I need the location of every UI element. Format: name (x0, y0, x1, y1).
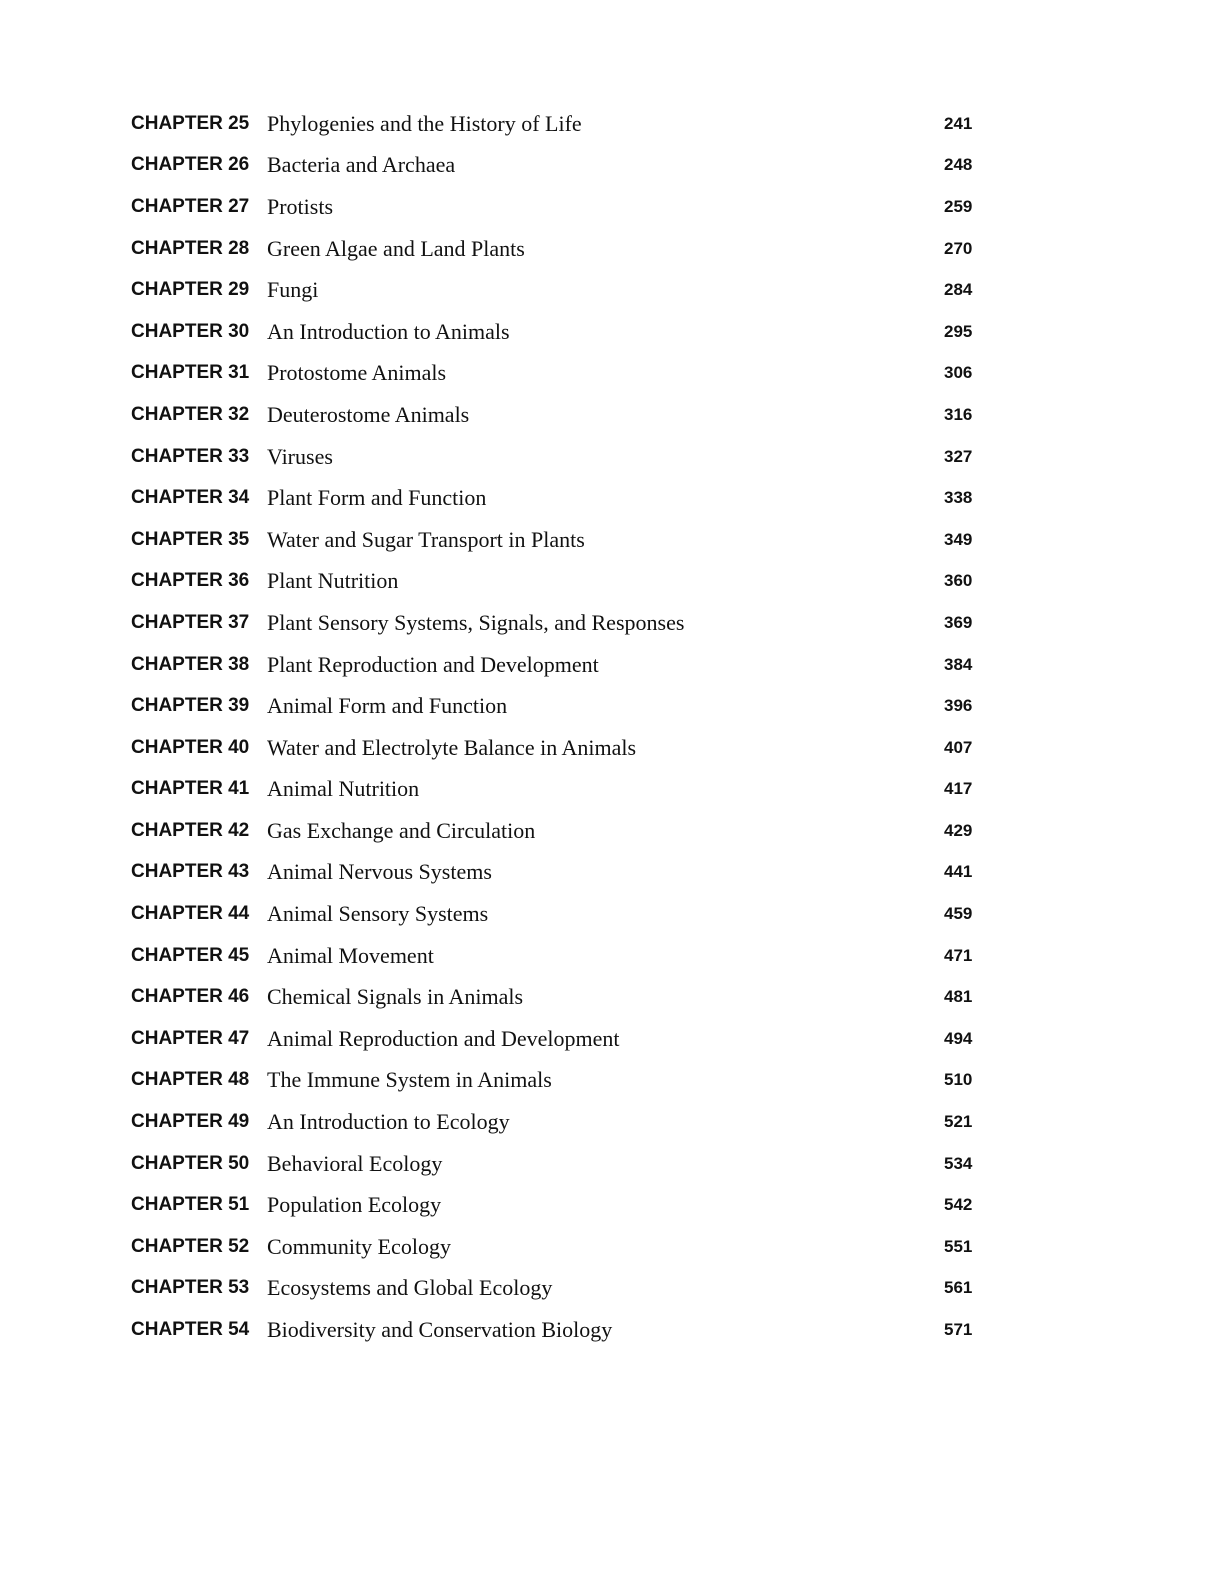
chapter-title: Animal Movement (267, 942, 434, 968)
page-number: 459 (944, 904, 973, 924)
page-number: 295 (944, 321, 973, 341)
page-number: 360 (944, 571, 973, 591)
chapter-title: Water and Electrolyte Balance in Animals (267, 734, 637, 760)
chapter-title: The Immune System in Animals (267, 1067, 552, 1093)
toc-entry[interactable] (131, 561, 991, 603)
toc-entry[interactable] (131, 1309, 991, 1351)
page-number: 471 (944, 945, 973, 965)
toc-entry[interactable] (131, 976, 991, 1018)
page-number: 316 (944, 404, 973, 424)
chapter-label: CHAPTER 30 (131, 320, 250, 342)
page-number: 248 (944, 155, 973, 175)
chapter-label: CHAPTER 39 (131, 695, 250, 717)
chapter-title: Ecosystems and Global Ecology (267, 1275, 553, 1301)
chapter-title: Population Ecology (267, 1192, 442, 1218)
chapter-title: Behavioral Ecology (267, 1150, 443, 1176)
toc-entry[interactable] (131, 893, 991, 935)
chapter-title: Animal Form and Function (267, 693, 508, 719)
chapter-title: Animal Nervous Systems (267, 859, 492, 885)
chapter-label: CHAPTER 29 (131, 279, 250, 301)
page-number: 338 (944, 488, 973, 508)
toc-entry[interactable] (131, 1101, 991, 1143)
chapter-label: CHAPTER 40 (131, 736, 250, 758)
toc-entry[interactable] (131, 1226, 991, 1268)
page-number: 396 (944, 696, 973, 716)
chapter-label: CHAPTER 33 (131, 445, 250, 467)
chapter-title: Protostome Animals (267, 360, 447, 386)
page-number: 284 (944, 280, 973, 300)
toc-entry[interactable] (131, 394, 991, 436)
toc-entry[interactable] (131, 1018, 991, 1060)
chapter-label: CHAPTER 32 (131, 403, 250, 425)
chapter-label: CHAPTER 27 (131, 195, 250, 217)
chapter-label: CHAPTER 38 (131, 653, 250, 675)
chapter-title: Animal Reproduction and Development (267, 1025, 620, 1051)
chapter-title: An Introduction to Animals (267, 318, 510, 344)
chapter-label: CHAPTER 46 (131, 986, 250, 1008)
chapter-label: CHAPTER 25 (131, 112, 250, 134)
toc-entry[interactable] (131, 935, 991, 977)
chapter-label: CHAPTER 41 (131, 778, 250, 800)
toc-entry[interactable] (131, 477, 991, 519)
chapter-title: Plant Reproduction and Development (267, 651, 599, 677)
toc-entry[interactable] (131, 186, 991, 228)
chapter-label: CHAPTER 51 (131, 1194, 250, 1216)
toc-entry[interactable] (131, 311, 991, 353)
toc-entry[interactable] (131, 685, 991, 727)
chapter-title: Water and Sugar Transport in Plants (267, 526, 585, 552)
page-number: 534 (944, 1153, 973, 1173)
chapter-title: Green Algae and Land Plants (267, 235, 525, 261)
toc-entry[interactable] (131, 353, 991, 395)
page-number: 441 (944, 862, 973, 882)
chapter-title: Phylogenies and the History of Life (267, 110, 582, 136)
chapter-title: Deuterostome Animals (267, 401, 470, 427)
table-of-contents (131, 103, 991, 1351)
chapter-title: Chemical Signals in Animals (267, 984, 524, 1010)
chapter-label: CHAPTER 54 (131, 1319, 250, 1341)
chapter-label: CHAPTER 43 (131, 861, 250, 883)
toc-entry[interactable] (131, 436, 991, 478)
page-number: 510 (944, 1070, 973, 1090)
chapter-label: CHAPTER 26 (131, 154, 250, 176)
page-number: 306 (944, 363, 973, 383)
chapter-title: Biodiversity and Conservation Biology (267, 1317, 613, 1343)
chapter-title: Animal Nutrition (267, 776, 420, 802)
page-number: 407 (944, 737, 973, 757)
chapter-title: An Introduction to Ecology (267, 1109, 510, 1135)
chapter-title: Gas Exchange and Circulation (267, 817, 536, 843)
toc-entry[interactable] (131, 810, 991, 852)
page-number: 551 (944, 1236, 973, 1256)
chapter-label: CHAPTER 42 (131, 819, 250, 841)
chapter-label: CHAPTER 34 (131, 487, 250, 509)
toc-entry[interactable] (131, 1143, 991, 1185)
chapter-label: CHAPTER 31 (131, 362, 250, 384)
chapter-title: Plant Nutrition (267, 568, 399, 594)
chapter-label: CHAPTER 36 (131, 570, 250, 592)
toc-entry[interactable] (131, 1184, 991, 1226)
toc-entry[interactable] (131, 769, 991, 811)
page-number: 429 (944, 820, 973, 840)
page-number: 417 (944, 779, 973, 799)
page-number: 369 (944, 612, 973, 632)
page-number: 259 (944, 196, 973, 216)
page-number: 561 (944, 1278, 973, 1298)
chapter-label: CHAPTER 47 (131, 1027, 250, 1049)
page-number: 384 (944, 654, 973, 674)
page-number: 521 (944, 1112, 973, 1132)
page-number: 327 (944, 446, 973, 466)
toc-entry[interactable] (131, 1268, 991, 1310)
toc-entry[interactable] (131, 228, 991, 270)
chapter-label: CHAPTER 52 (131, 1235, 250, 1257)
page-number: 241 (944, 113, 973, 133)
toc-entry[interactable] (131, 727, 991, 769)
chapter-title: Community Ecology (267, 1233, 451, 1259)
page-number: 481 (944, 987, 973, 1007)
page-number: 542 (944, 1195, 973, 1215)
page-number: 571 (944, 1320, 973, 1340)
chapter-label: CHAPTER 50 (131, 1152, 250, 1174)
chapter-label: CHAPTER 45 (131, 944, 250, 966)
toc-entry[interactable] (131, 145, 991, 187)
toc-entry[interactable] (131, 852, 991, 894)
chapter-title: Bacteria and Archaea (267, 152, 456, 178)
toc-entry[interactable] (131, 103, 991, 145)
chapter-label: CHAPTER 48 (131, 1069, 250, 1091)
page-number: 494 (944, 1028, 973, 1048)
page-number: 270 (944, 238, 973, 258)
toc-entry[interactable] (131, 519, 991, 561)
chapter-label: CHAPTER 35 (131, 528, 250, 550)
chapter-title: Protists (267, 193, 334, 219)
page-number: 349 (944, 529, 973, 549)
chapter-label: CHAPTER 28 (131, 237, 250, 259)
chapter-title: Animal Sensory Systems (267, 901, 489, 927)
chapter-label: CHAPTER 49 (131, 1111, 250, 1133)
chapter-title: Plant Form and Function (267, 485, 487, 511)
toc-entry[interactable] (131, 1060, 991, 1102)
toc-entry[interactable] (131, 644, 991, 686)
chapter-label: CHAPTER 37 (131, 611, 250, 633)
chapter-label: CHAPTER 44 (131, 903, 250, 925)
toc-entry[interactable] (131, 269, 991, 311)
chapter-title: Fungi (267, 277, 319, 303)
chapter-title: Plant Sensory Systems, Signals, and Responses (267, 609, 685, 635)
chapter-label: CHAPTER 53 (131, 1277, 250, 1299)
chapter-title: Viruses (267, 443, 333, 469)
toc-entry[interactable] (131, 602, 991, 644)
